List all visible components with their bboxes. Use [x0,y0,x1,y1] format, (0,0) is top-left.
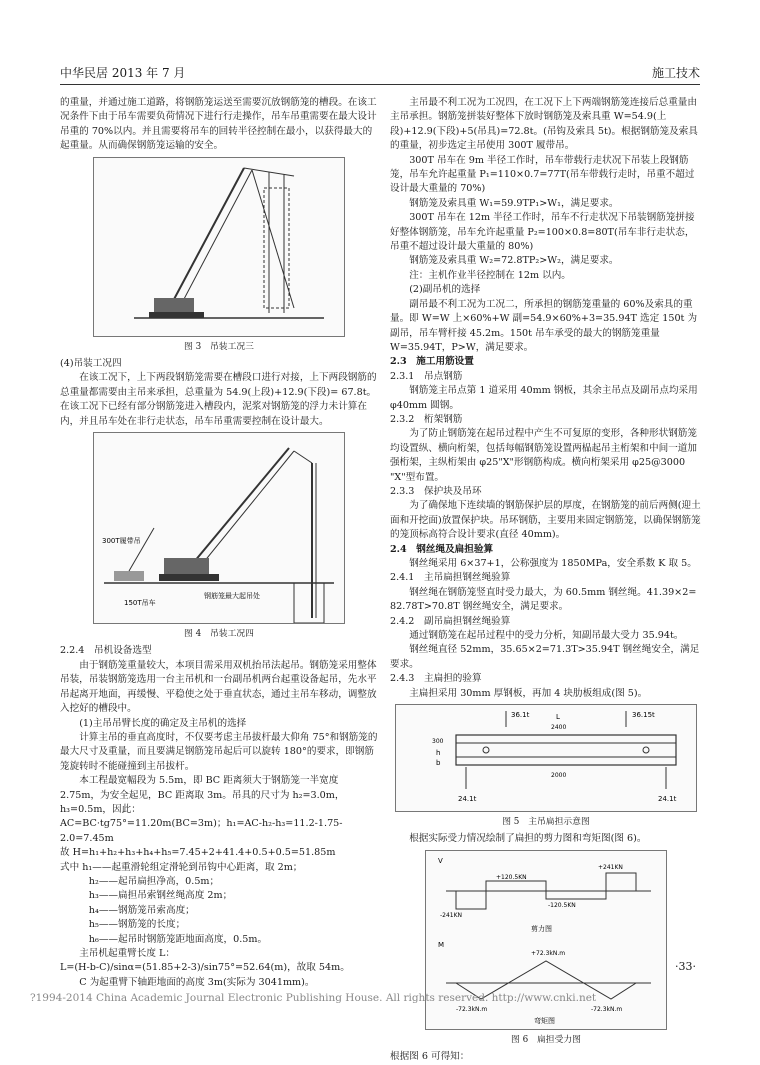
figure-caption: 图 6 扁担受力图 [511,1034,581,1045]
subsection-title: 2.4.1 主吊扁担钢丝绳验算 [390,572,511,584]
subsection-title: 2.3.3 保护块及吊环 [390,485,482,497]
page-number: ·33· [675,960,696,973]
diagram-title: 剪力图 [531,924,552,933]
formula-where: h₅——钢筋笼的长度； [88,919,186,931]
copyright-footer: ?1994-2014 China Academic Journal Electronic Publishing House. All rights reserved. http://www.cnki.net [30,992,597,1004]
axis-label: V [438,856,443,865]
subsection-title: 2.3.1 吊点钢筋 [390,370,463,382]
right-column [390,96,702,1065]
paragraph: 钢丝绳在钢筋笼竖直时受力最大，为 60.5mm 钢丝绳。41.39×2= 82.78T>70.8T 钢丝绳安全，满足要求。 [390,586,697,613]
paragraph: 根据实际受力情况绘制了扁担的剪力图和弯矩图(图 6)。 [409,833,647,845]
paragraph: C 为起重臂下轴距地面的高度 3m(实际为 3041mm)。 [79,976,315,988]
paragraph: 根据图 6 可得知： [390,1051,470,1063]
value-label: -72.3kN.m [591,1005,623,1013]
subsection-title: 2.4.2 副吊扁担钢丝绳验算 [390,615,511,627]
subsection-title: 2.4.3 主扁担的验算 [390,673,482,685]
diagram-title: 弯矩图 [534,1016,555,1025]
value-label: -72.3kN.m [456,1005,488,1013]
axis-label: M [438,940,445,949]
subsection-title: 2.3.2 桁架钢筋 [390,413,463,425]
paragraph: 通过钢筋笼在起吊过程中的受力分析，知副吊最大受力 35.94t。 [409,630,684,642]
dim-label: 2400 [551,724,567,732]
dim-label: h [436,749,441,758]
paragraph: 钢筋笼及索具重 W₁=59.9TP₁>W₁，满足要求。 [409,197,619,209]
formula-where: h₂——起吊扁担净高，0.5m； [88,875,220,887]
paragraph: 主扁担采用 30mm 厚钢板，再加 4 块肋板组成(图 5)。 [409,687,648,699]
formula-where: h₃——扁担吊索钢丝绳高度 2m； [88,890,233,902]
fig4-label: 钢筋笼最大起吊处 [204,592,260,601]
reaction-label: 24.1t [658,795,677,804]
figure-caption: 图 4 吊装工况四 [184,629,254,640]
subsection-title: (2)副吊机的选择 [409,284,481,296]
left-column [60,96,378,990]
dim-label: 300 [432,738,444,746]
figure-3-crane-drawing [93,157,345,337]
journal-header: 中华民居 2013 年 7 月 [60,66,186,80]
value-label: +72.3kN.m [531,949,566,957]
formula-where: 式中 h₁——起重滑轮组定滑轮到吊钩中心距离，取 2m； [60,861,303,873]
figure-caption: 图 5 主吊扁担示意图 [502,817,590,828]
paragraph: 钢丝绳采用 6×37+1，公称强度为 1850MPa，安全系数 K 取 5。 [409,558,697,569]
paragraph: 为了防止钢筋笼在起吊过程中产生不可复原的变形，各种形状钢筋笼均设置纵、横向桁架，包括每幅钢筋笼设置两榀起吊主桁架和中间一道加强桁架，主纵桁架由 φ25"X"形钢筋构成。横向桁架采用 φ25@3000 "X"型布置。 [390,428,697,483]
formula-where: h₆——起吊时钢筋笼距地面高度，0.5m。 [88,933,268,945]
paragraph: 为了确保地下连续墙的钢筋保护层的厚度，在钢筋笼的前后两侧(迎土面和开挖面)放置保护块。吊环钢筋，主要用来固定钢筋笼，以确保钢筋笼的笼顶标高符合设计要求(直径 40mm)。 [390,500,701,541]
section-title: 2.4 钢丝绳及扁担验算 [390,543,494,555]
crane-lift-diagram-4 [94,433,344,623]
figure-caption: 图 3 吊装工况三 [184,341,254,352]
section-header: 施工技术 [651,66,700,80]
value-label: +241KN [598,863,623,871]
paragraph: 计算主吊的垂直高度时，不仅要考虑主吊拔杆最大仰角 75°和钢筋笼的最大尺寸及重量，而且要满足钢筋笼吊起后可以旋转 180°的要求，即钢筋笼旋转时不能碰撞到主吊拔杆。 [60,731,378,772]
paragraph: 由于钢筋笼重量较大，本项目需采用双机抬吊法起吊。钢筋笼采用整体吊装，吊装钢筋笼选用一台主吊机和一台副吊机两台起重设备起吊，先水平吊起离开地面，再缓慢、平稳使之处于垂直状态，通过主吊车移动，调整放入挖好的槽段中。 [60,659,377,715]
formula: AC=BC·tg75°=11.20m(BC=3m)；h₁=AC-h₂-h₃=11.2-1.75-2.0=7.45m [60,818,343,844]
paragraph: 钢丝绳直径 52mm，35.65×2=71.3T>35.94T 钢丝绳安全，满足要求。 [390,644,700,670]
subsection-title: 2.2.4 吊机设备选型 [60,645,152,657]
paragraph: 钢筋笼及索具重 W₂=72.8TP₂>W₂，满足要求。 [409,255,619,267]
value-label: -120.5KN [548,901,576,909]
paragraph: 300T 吊车在 9m 半径工作时，吊车带载行走状况下吊装上段钢筋笼，吊车允许起重量 P₁=110×0.7=77T(吊车带载行走时，吊重不超过设计最大重量的 70%) [390,154,695,195]
paragraph: 注：主机作业半径控制在 12m 以内。 [409,269,571,281]
paragraph: 主吊机起重臂长度 L： [79,948,175,959]
dim-label: b [436,759,441,768]
load-label: 36.1t [511,711,530,720]
load-label: 36.15t [632,711,655,720]
crane-lift-diagram-3 [94,158,344,336]
paragraph: 的重量，并通过施工道路，将钢筋笼运送至需要沉放钢筋笼的槽段。在该工况条件下由于吊车需要负荷情况下进行行走操作，吊车吊重需要在最大设计吊重的 70%以内。并且需要将吊车的回转半径控制在最小，以获得最大的起重量。从而确保钢筋笼运输的安全。 [60,97,377,152]
reaction-label: 24.1t [458,795,477,804]
formula: L=(H-b-C)/sinα=(51.85+2-3)/sin75°=52.64(m)，故取 54m。 [60,962,350,974]
section-title: 2.3 施工用筋设置 [390,356,474,368]
paragraph: 在该工况下，上下两段钢筋笼需要在槽段口进行对接，上下两段钢筋的总重量都需要由主吊来承担，总重量为 54.9(上段)+12.9(下段)= 67.8t。在该工况下已经有部分钢筋笼进入槽段内，泥浆对钢筋笼的浮力未计算在内，并且吊车处在非行走状态，吊车吊重需要控制在设计最大。 [60,372,377,427]
subsection-title: (1)主吊吊臂长度的确定及主吊机的选择 [79,717,247,729]
paragraph: 主吊最不利工况为工况四，在工况下上下两端钢筋笼连接后总重量由主吊承担。钢筋笼拼装好整体下放时钢筋笼及索具重 W=54.9(上段)+12.9(下段)+5(吊具)=72.8t。(吊钩及索具 5t)。根据钢筋笼及索具的重量，初步选定主吊使用 300T 履带吊。 [390,97,698,152]
fig4-label: 300T履带吊 [102,537,141,546]
paragraph: 钢筋笼主吊点第 1 道采用 40mm 钢板，其余主吊点及副吊点均采用 φ40mm 圆钢。 [390,385,698,411]
dim-label: L [556,713,560,722]
figure-5-spreader-beam [395,704,697,812]
header-rule [60,84,700,85]
figure-4-crane-drawing [93,432,345,624]
subsection-title: (4)吊装工况四 [60,358,122,370]
fig4-label: 150T吊车 [124,599,156,608]
formula-where: h₄——钢筋笼吊索高度； [88,904,195,916]
paragraph: 本工程最宽幅段为 5.5m，即 BC 距离须大于钢筋笼一半宽度 2.75m，为安全起见，BC 距离取 3m。吊具的尺寸为 h₂=3.0m，h₃=0.5m，因此： [60,775,345,815]
paragraph: 300T 吊车在 12m 半径工作时，吊车不行走状况下吊装钢筋笼拼接好整体钢筋笼，吊车允许起重量 P₂=100×0.8=80T(吊车非行走状态，吊重不超过设计最大重量的 80%) [390,212,695,253]
dim-label: 2000 [551,772,567,780]
value-label: +120.5KN [496,873,527,881]
value-label: -241KN [440,911,463,919]
formula: 故 H=h₁+h₂+h₃+h₄+h₅=7.45+2+41.4+0.5+0.5=51.85m [60,847,336,859]
paragraph: 副吊最不利工况为工况二，所承担的钢筋笼重量的 60%及索具的重量。即 W=W 上×60%+W 副=54.9×60%+3=35.94T 选定 150t 为副吊，吊车臂杆接 45.2m。150t 吊车承受的最大的钢筋笼重量 W=35.94T，P>W，满足要求。 [390,298,698,353]
spreader-beam-diagram [396,705,696,811]
